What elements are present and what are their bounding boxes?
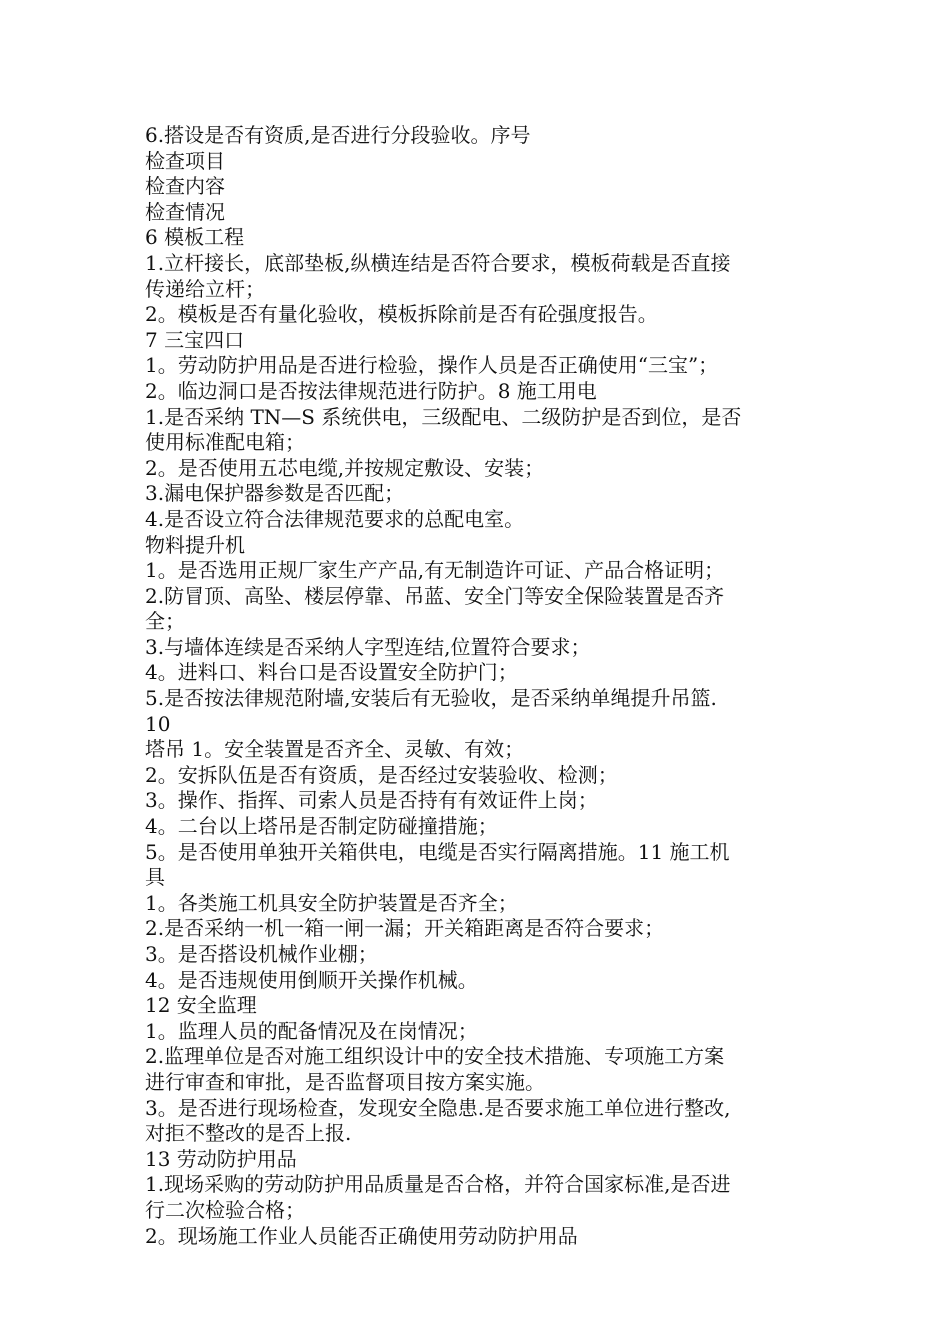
text-line: 5.是否按法律规范附墙,安装后有无验收，是否采纳单绳提升吊篮.	[145, 686, 717, 711]
text-line: 5。是否使用单独开关箱供电，电缆是否实行隔离措施。11 施工机	[145, 839, 730, 864]
text-line: 塔吊 1。安全装置是否齐全、灵敏、有效；	[145, 737, 525, 762]
text-line: 2。安拆队伍是否有资质，是否经过安装验收、检测；	[145, 762, 618, 787]
text-line: 3.与墙体连续是否采纳人字型连结,位置符合要求；	[145, 634, 591, 659]
text-line: 2.监理单位是否对施工组织设计中的安全技术措施、专项施工方案	[145, 1044, 725, 1069]
text-line: 2。现场施工作业人员能否正确使用劳动防护用品	[145, 1223, 578, 1248]
text-line: 1。监理人员的配备情况及在岗情况；	[145, 1018, 478, 1043]
text-line: 4。二台以上塔吊是否制定防碰撞措施；	[145, 814, 498, 839]
text-line: 使用标准配电箱；	[145, 430, 305, 455]
text-line: 1。劳动防护用品是否进行检验，操作人员是否正确使用“三宝”；	[145, 353, 719, 378]
text-line: 检查内容	[145, 174, 225, 199]
text-line: 对拒不整改的是否上报.	[145, 1121, 352, 1146]
text-line: 2。模板是否有量化验收，模板拆除前是否有砼强度报告。	[145, 302, 658, 327]
text-line: 2.防冒顶、高坠、楼层停靠、吊蓝、安全门等安全保险装置是否齐	[145, 583, 725, 608]
text-line: 1.现场采购的劳动防护用品质量是否合格，并符合国家标准,是否进	[145, 1172, 731, 1197]
text-line: 物料提升机	[145, 532, 245, 557]
text-line: 2。是否使用五芯电缆,并按规定敷设、安装；	[145, 455, 545, 480]
text-line: 7 三宝四口	[145, 327, 245, 352]
text-line: 检查情况	[145, 199, 225, 224]
text-line: 行二次检验合格；	[145, 1197, 305, 1222]
text-line: 4。是否违规使用倒顺开关操作机械。	[145, 967, 478, 992]
text-line: 6.搭设是否有资质,是否进行分段验收。序号	[145, 123, 531, 147]
text-line: 2。临边洞口是否按法律规范进行防护。8 施工用电	[145, 378, 597, 403]
text-line: 10	[145, 711, 171, 736]
text-line: 全；	[145, 609, 185, 634]
text-line: 传递给立杆；	[145, 276, 265, 301]
text-line: 3。操作、指挥、司索人员是否持有有效证件上岗；	[145, 788, 598, 813]
text-line: 4.是否设立符合法律规范要求的总配电室。	[145, 506, 525, 531]
text-line: 6 模板工程	[145, 225, 245, 250]
text-line: 3。是否搭设机械作业棚；	[145, 942, 378, 966]
text-line: 3。是否进行现场检查，发现安全隐患.是否要求施工单位进行整改,	[145, 1095, 731, 1120]
text-line: 12 安全监理	[145, 993, 257, 1018]
text-line: 进行审查和审批，是否监督项目按方案实施。	[145, 1069, 545, 1094]
text-line: 检查项目	[145, 148, 225, 173]
text-line: 13 劳动防护用品	[145, 1146, 297, 1171]
text-line: 具	[145, 865, 165, 890]
text-line: 1.是否采纳 TN—S 系统供电，三级配电、二级防护是否到位，是否	[145, 404, 742, 429]
text-line: 4。进料口、料台口是否设置安全防护门；	[145, 660, 518, 685]
text-line: 1。各类施工机具安全防护装置是否齐全；	[145, 890, 518, 915]
text-line: 1.立杆接长，底部垫板,纵横连结是否符合要求，模板荷载是否直接	[145, 250, 731, 275]
text-line: 1。是否选用正规厂家生产产品,有无制造许可证、产品合格证明；	[145, 558, 725, 583]
text-line: 3.漏电保护器参数是否匹配；	[145, 481, 405, 506]
document-body	[145, 123, 815, 1249]
text-line: 2.是否采纳一机一箱一闸一漏；开关箱距离是否符合要求；	[145, 916, 665, 941]
